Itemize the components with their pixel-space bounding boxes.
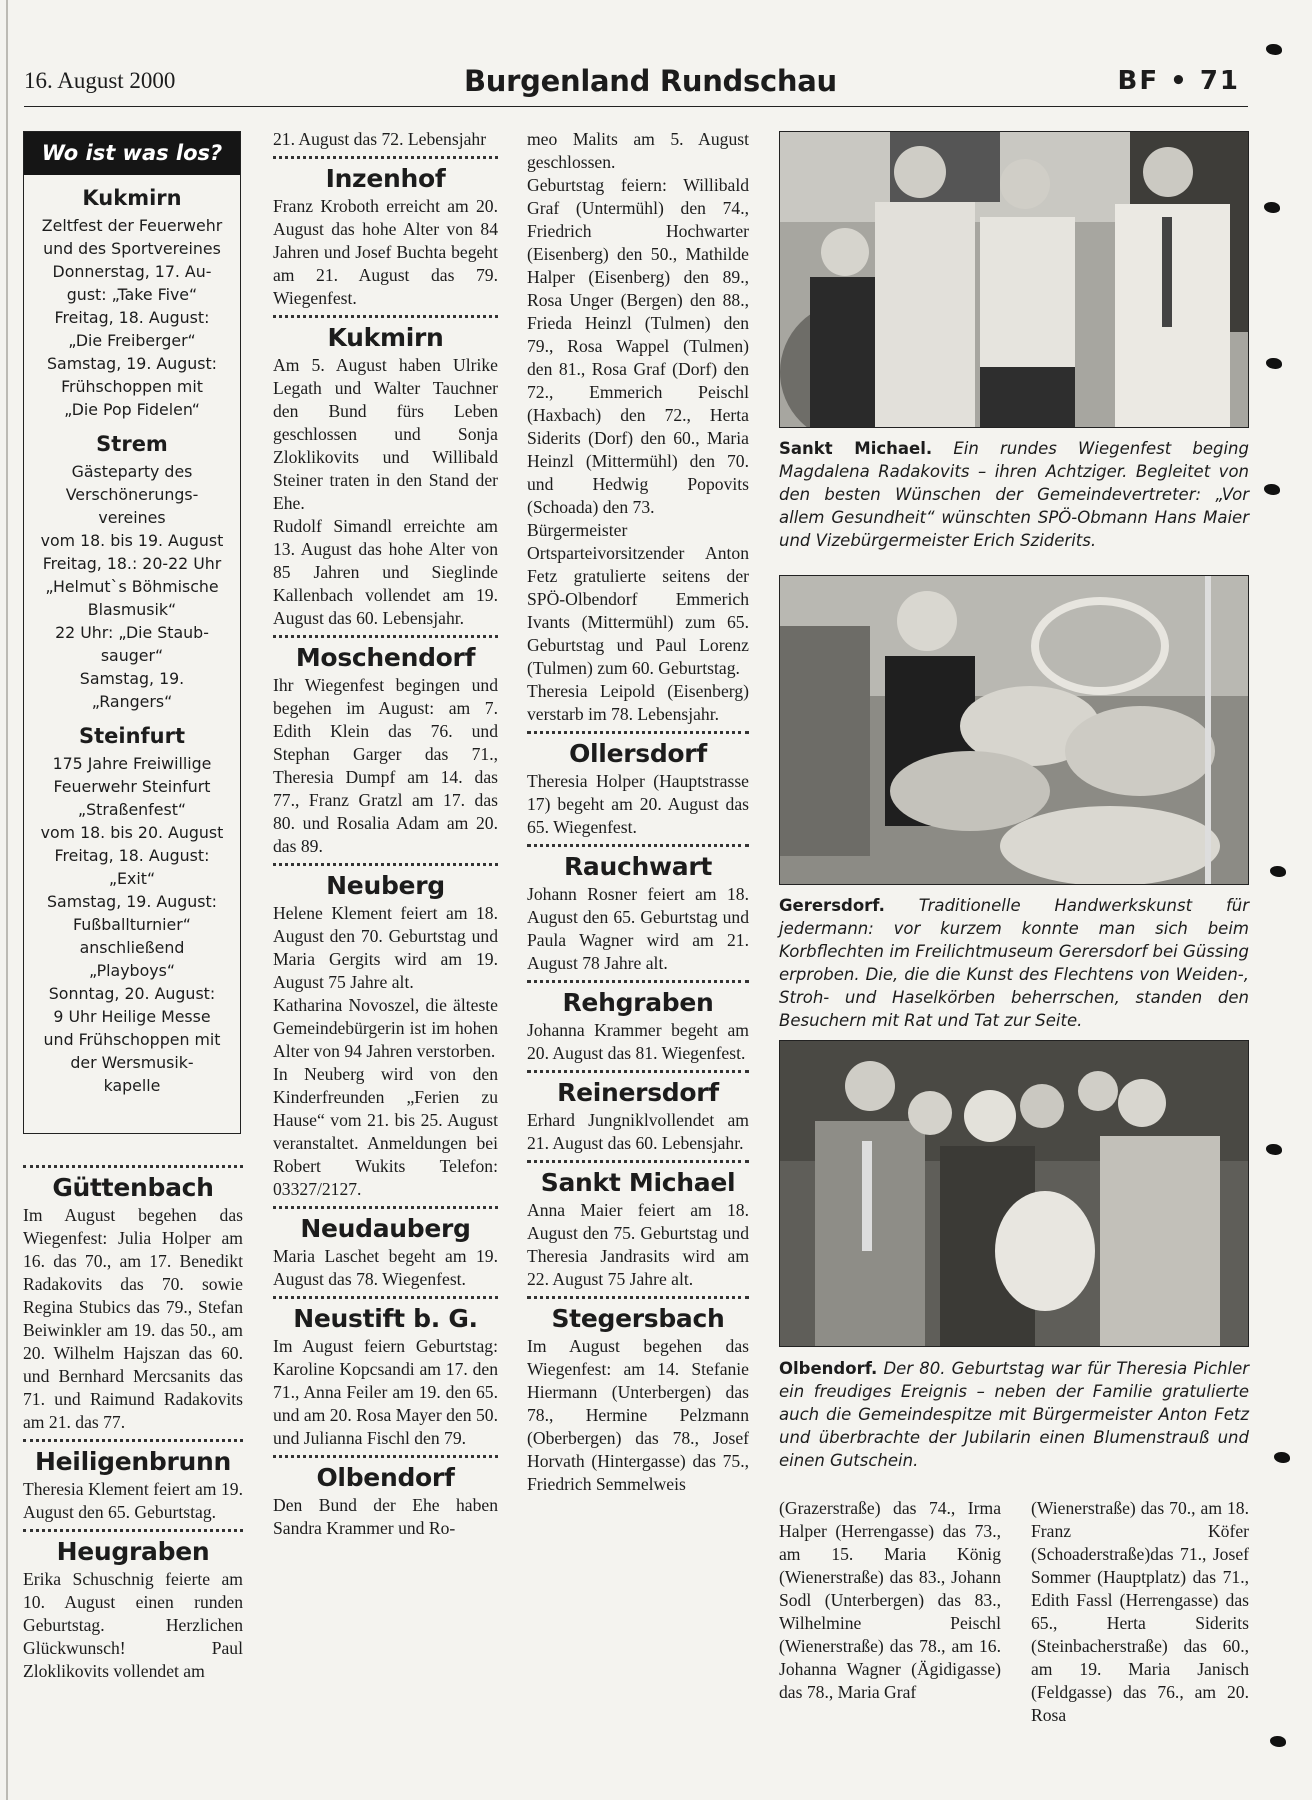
caption-place: Olbendorf.	[779, 1359, 878, 1378]
photo-caption	[779, 437, 1249, 552]
dotted-separator	[273, 1296, 498, 1299]
events-box-title: Wo ist was los?	[24, 132, 240, 175]
article-text: Geburtstag feiern: Willibald Graf (Untermühl) den 74., Friedrich Hochwarter (Eisenberg) den 50., Mathilde Halper (Eisenberg) den 89., Rosa Unger (Bergen) den 88., Frieda Heinzl (Tulmen) den 79., Rosa Wappel (Tulmen) den 81., Rosa Graf (Dorf) den 72., Emmerich Peischl (Haxbach) den 72., Herta Siderits (Dorf) den 60., Maria Heinzl (Mittermühl) den 70. und Hedwig Popovits (Schoada) den 73.	[527, 175, 749, 517]
scan-mark	[1270, 866, 1286, 877]
events-line: Sonntag, 20. August:	[48, 984, 216, 1003]
dotted-separator	[527, 1296, 749, 1299]
dotted-separator	[527, 731, 749, 734]
caption-place: Gerersdorf.	[779, 896, 885, 915]
events-town: Strem	[96, 432, 168, 456]
article-text: meo Malits am 5. August geschlossen.	[527, 129, 749, 172]
article-text: Theresia Klement feiert am 19. August den 65. Geburtstag.	[23, 1479, 243, 1522]
article-text: Bürgermeister Ortsparteivorsitzender Anton Fetz gratulierte seitens der SPÖ-Olbendorf Emmerich Ivants (Mittermühl) zum 65. Geburtstag und Paul Lorenz (Tulmen) zum 60. Geburtstag.	[527, 520, 749, 678]
article-text: Theresia Leipold (Eisenberg) verstarb im 78. Lebensjahr.	[527, 681, 749, 724]
events-line: vom 18. bis 20. August	[40, 823, 224, 842]
article-heading: Güttenbach	[52, 1173, 214, 1202]
dotted-separator	[273, 635, 498, 638]
events-line: vereines	[98, 508, 166, 527]
events-section-steinfurt	[24, 723, 240, 1097]
events-line: 175 Jahre Freiwillige	[52, 754, 212, 773]
article-text: Anna Maier feiert am 18. August den 75. Geburtstag und Theresia Jandrasits wird am 22. August 75 Jahre alt.	[527, 1200, 749, 1289]
page-header	[24, 62, 1248, 107]
events-line: vom 18. bis 19. August	[40, 531, 224, 550]
events-line: und des Sportvereines	[43, 239, 221, 258]
dotted-separator	[273, 1206, 498, 1209]
article-text: Johann Rosner feiert am 18. August den 65. Geburtstag und Paula Wagner wird am 21. August 78 Jahre alt.	[527, 884, 749, 973]
events-line: „Straßenfest“	[77, 800, 187, 819]
events-line: Zeltfest der Feuerwehr	[41, 216, 223, 235]
events-line: „Die Freiberger“	[68, 331, 196, 350]
photo-caption	[779, 894, 1249, 1032]
scan-mark	[1264, 202, 1280, 213]
article-heading: Neudauberg	[300, 1214, 471, 1243]
dotted-separator	[23, 1529, 243, 1532]
caption-text: Traditionelle Handwerkskunst für jedermann: vor kurzem konnte man sich beim Korbflechten im Freilichtmuseum Gerersdorf bei Güssing erproben. Die, die die Kunst des Flechtens von Weiden-, Stroh- und Haselkörben beherrschen, standen den Besuchern mit Rat und Tat zur Seite.	[779, 896, 1250, 1030]
events-line: „Helmut`s Böhmische	[45, 577, 219, 596]
events-line: Freitag, 18. August:	[54, 308, 210, 327]
scan-mark	[1266, 44, 1282, 55]
article-heading: Olbendorf	[316, 1463, 455, 1492]
article-text: Theresia Holper (Hauptstrasse 17) begeht am 20. August das 65. Wiegenfest.	[527, 771, 749, 837]
article-heading: Ollersdorf	[569, 739, 707, 768]
article-text: (Grazerstraße) das 74., Irma Halper (Herrengasse) das 73., am 15. Maria König (Wienerstraße) das 83., Johann Sodl (Unterbergen) das 83., Wilhelmine Peischl (Wienerstraße) das 78., am 16. Johanna Wagner (Ägidigasse) das 78., Maria Graf	[779, 1498, 1001, 1702]
article-text: Johanna Krammer begeht am 20. August das 81. Wiegenfest.	[527, 1020, 749, 1063]
article-text: Maria Laschet begeht am 19. August das 78. Wiegenfest.	[273, 1246, 498, 1289]
article-text: Rudolf Simandl erreichte am 13. August das hohe Alter von 85 Jahren und Sieglinde Kallenbach vollendet am 19. August das 60. Lebensjahr.	[273, 516, 498, 628]
caption-text: Der 80. Geburtstag war für Theresia Pichler ein freudiges Ereignis – neben der Familie gratulierte auch die Gemeindespitze mit Bürgermeister Anton Fetz und überbrachte der Jubilarin einen Blumenstrauß und einen Gutschein.	[779, 1359, 1250, 1470]
dotted-separator	[527, 1160, 749, 1163]
events-line: „Exit“	[108, 869, 156, 888]
events-line: „Die Pop Fidelen“	[64, 400, 200, 419]
article-text: In Neuberg wird von den Kinderfreunden „Ferien zu Hause“ vom 21. bis 25. August veranstaltet. Anmeldungen bei Robert Wukits Telefon: 03327/2127.	[273, 1064, 498, 1199]
events-line: Samstag, 19. August:	[46, 892, 218, 911]
events-line: Freitag, 18. August:	[54, 846, 210, 865]
article-text: Katharina Novoszel, die älteste Gemeindebürgerin ist im hohen Alter von 94 Jahren verstorben.	[273, 995, 498, 1061]
events-line: Blasmusik“	[87, 600, 177, 619]
article-heading: Sankt Michael	[540, 1168, 736, 1197]
article-text: Helene Klement feiert am 18. August den 70. Geburtstag und Maria Gergits wird am 19. August 75 Jahre alt.	[273, 903, 498, 992]
events-line: 9 Uhr Heilige Messe	[53, 1007, 211, 1026]
article-heading: Rauchwart	[563, 852, 713, 881]
dotted-separator	[273, 1455, 498, 1458]
article-text: Ihr Wiegenfest begingen und begehen im August: am 7. Edith Klein das 76. und Stephan Garger das 71., Theresia Dumpf am 14. das 77., Franz Gratzl am 17. das 80. und Rosalia Adam am 20. das 89.	[273, 675, 498, 856]
article-heading: Stegersbach	[551, 1304, 725, 1333]
events-line: gust: „Take Five“	[66, 285, 198, 304]
events-line: 22 Uhr: „Die Staub-	[55, 623, 209, 642]
events-line: Freitag, 18.: 20-22 Uhr	[42, 554, 222, 573]
events-line: Donnerstag, 17. Au-	[52, 262, 212, 281]
dotted-separator	[23, 1439, 243, 1442]
issue-date: 16. August 2000	[24, 68, 176, 93]
events-line: anschließend	[79, 938, 185, 957]
events-town: Steinfurt	[78, 724, 186, 748]
article-heading: Reinersdorf	[557, 1078, 719, 1107]
scan-mark	[1266, 1144, 1282, 1155]
dotted-separator	[273, 315, 498, 318]
events-line: Feuerwehr Steinfurt	[53, 777, 211, 796]
dotted-separator	[273, 156, 498, 159]
article-text: Am 5. August haben Ulrike Legath und Walter Tauchner den Bund fürs Leben geschlossen und Sonja Zloklikovits und Willibald Steiner traten in den Stand der Ehe.	[273, 355, 498, 513]
article-heading: Rehgraben	[562, 988, 714, 1017]
scan-mark	[1274, 1452, 1290, 1463]
page-number: BF • 71	[1117, 66, 1240, 96]
events-town: Kukmirn	[82, 186, 182, 210]
article-heading: Neuberg	[326, 871, 445, 900]
article-text: Erika Schuschnig feierte am 10. August einen runden Geburtstag. Herzlichen Glückwunsch! Paul Zloklikovits vollendet am	[23, 1569, 243, 1681]
article-text: Den Bund der Ehe haben Sandra Krammer und Ro-	[273, 1495, 498, 1538]
article-text: Im August feiern Geburtstag: Karoline Kopcsandi am 17. den 71., Anna Feiler am 19. den 65. und am 20. Rosa Mayer den 50. und Julianna Fischl den 79.	[273, 1336, 498, 1448]
photo-gerersdorf	[779, 575, 1249, 885]
photo-sankt-michael-image	[780, 132, 1249, 428]
events-line: und Frühschoppen mit	[43, 1030, 221, 1049]
photo-caption	[779, 1357, 1249, 1472]
caption-text: Ein rundes Wiegenfest beging Magdalena Radakovits – ihren Achtziger. Begleitet von den besten Wünschen der Gemeindevertreter: „Vor allem Gesundheit“ wünschten SPÖ-Obmann Hans Maier und Vizebürgermeister Erich Sziderits.	[779, 439, 1249, 550]
article-heading: Heugraben	[56, 1537, 210, 1566]
events-line: „Playboys“	[88, 961, 176, 980]
events-line: kapelle	[103, 1076, 161, 1095]
article-text: Im August begehen das Wiegenfest: Julia Holper am 16. das 70., am 17. Benedikt Radakovits das 70. sowie Regina Stubics das 79., Stefan Beiwinkler am 19. das 50., am 20. Wilhelm Hajszan das 60. und Bernhard Mercsanits das 71. und Raimund Radakovits am 21. das 77.	[23, 1205, 243, 1432]
column-5	[1031, 1497, 1249, 1727]
photo-olbendorf-image	[780, 1041, 1249, 1347]
photo-gerersdorf-image	[780, 576, 1249, 885]
column-2	[273, 128, 498, 1540]
dotted-separator	[23, 1165, 243, 1168]
scan-mark	[1270, 1736, 1286, 1747]
dotted-separator	[527, 844, 749, 847]
events-section-kukmirn	[24, 185, 240, 421]
caption-place: Sankt Michael.	[779, 439, 933, 458]
article-heading: Kukmirn	[327, 323, 444, 352]
dotted-separator	[527, 1070, 749, 1073]
photo-olbendorf	[779, 1040, 1249, 1347]
photo-sankt-michael	[779, 131, 1249, 428]
events-line: Verschönerungs-	[65, 485, 199, 504]
newspaper-title: Burgenland Rundschau	[464, 64, 837, 98]
events-line: sauger“	[100, 646, 164, 665]
scan-mark	[1266, 358, 1282, 369]
events-line: Samstag, 19.	[79, 669, 185, 688]
events-line: Frühschoppen mit	[61, 377, 203, 396]
scan-mark	[1264, 484, 1280, 495]
events-section-strem	[24, 431, 240, 713]
article-heading: Neustift b. G.	[293, 1304, 478, 1333]
column-4	[779, 1497, 1001, 1704]
dotted-separator	[273, 863, 498, 866]
scan-edge-line	[6, 0, 8, 1800]
dotted-separator	[527, 980, 749, 983]
column-1	[23, 1160, 243, 1683]
events-line: „Rangers“	[91, 692, 173, 711]
events-line: der Wersmusik-	[70, 1053, 194, 1072]
article-text: Im August begehen das Wiegenfest: am 14. Stefanie Hiermann (Unterbergen) das 78., Hermine Pelzmann (Oberbergen) das 78., Josef Horvath (Hintergasse) das 75., Friedrich Semmelweis	[527, 1336, 749, 1494]
events-line: Samstag, 19. August:	[46, 354, 218, 373]
article-text: Franz Kroboth erreicht am 20. August das hohe Alter von 84 Jahren und Josef Buchta begeht am 21. August das 79. Wiegenfest.	[273, 196, 498, 308]
article-heading: Heiligenbrunn	[35, 1447, 231, 1476]
article-text: 21. August das 72. Lebensjahr	[273, 129, 487, 149]
article-heading: Moschendorf	[295, 643, 476, 672]
article-text: (Wienerstraße) das 70., am 18. Franz Köfer (Schoaderstraße)das 71., Josef Sommer (Hauptplatz) das 71., Edith Fassl (Herrengasse) das 65., Herta Siderits (Steinbacherstraße) das 60., am 19. Maria Janisch (Feldgasse) das 76., am 20. Rosa	[1031, 1498, 1249, 1725]
events-line: Gästeparty des	[71, 462, 193, 481]
article-text: Erhard Jungniklvollendet am 21. August das 60. Lebensjahr.	[527, 1110, 749, 1153]
events-box	[23, 131, 241, 1134]
column-3	[527, 128, 749, 1496]
events-line: Fußballturnier“	[73, 915, 191, 934]
article-heading: Inzenhof	[325, 164, 446, 193]
